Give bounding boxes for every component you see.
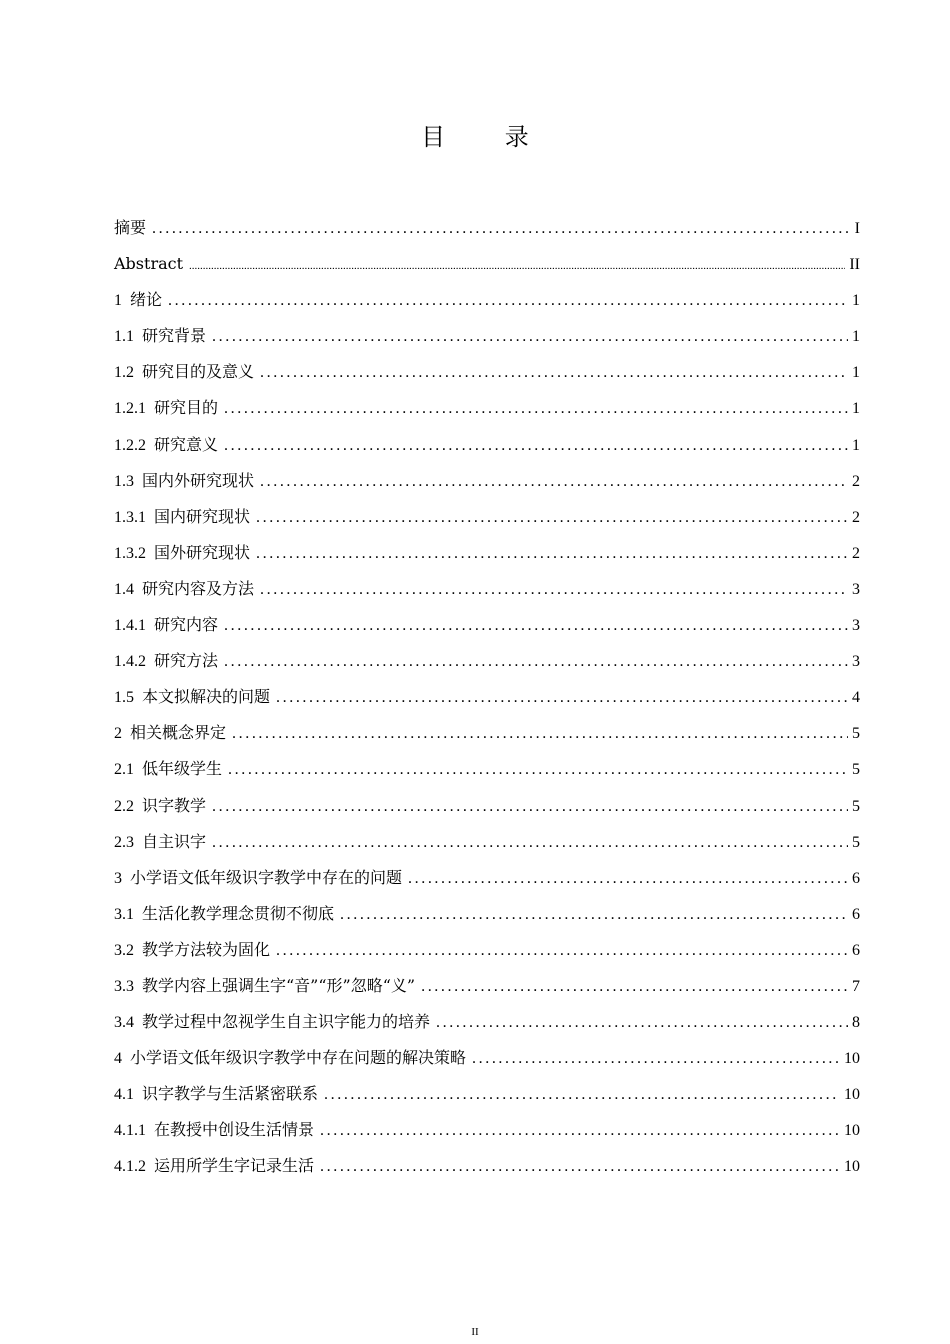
toc-dot-leader: [212, 319, 848, 355]
toc-entry-page: 4: [852, 689, 860, 707]
table-of-contents: [114, 210, 860, 1185]
toc-entry-page: 5: [852, 833, 860, 851]
toc-entry-number: 1.3: [114, 472, 134, 490]
toc-entry-title: 国内外研究现状: [142, 470, 255, 490]
toc-dot-leader: [224, 608, 848, 644]
toc-entry[interactable]: [114, 1004, 860, 1040]
toc-dot-leader: [320, 1113, 840, 1149]
toc-dot-leader: [320, 1149, 840, 1185]
toc-entry-page: I: [854, 220, 860, 237]
toc-entry-number: 1: [114, 292, 122, 310]
toc-dot-leader: [224, 428, 848, 464]
toc-entry-title: 研究目的及意义: [142, 362, 255, 382]
toc-entry-number: 1.4.2: [114, 653, 146, 671]
toc-dot-leader: [224, 644, 848, 680]
toc-entry-number: 1.2.2: [114, 436, 146, 454]
toc-entry-title: 教学方法较为固化: [142, 939, 271, 959]
toc-entry[interactable]: [114, 715, 860, 751]
toc-entry-page: 10: [844, 1050, 860, 1068]
toc-entry[interactable]: [114, 571, 860, 607]
toc-entry[interactable]: [114, 210, 860, 246]
toc-entry[interactable]: [114, 499, 860, 535]
toc-entry-title: 运用所学生字记录生活: [154, 1156, 315, 1176]
toc-entry-title: 研究背景: [142, 326, 207, 346]
toc-entry-page: 8: [852, 1014, 860, 1032]
toc-entry-title: 小学语文低年级识字教学中存在问题的解决策略: [130, 1048, 467, 1068]
toc-entry-title: 小学语文低年级识字教学中存在的问题: [130, 867, 403, 887]
toc-entry-number: 3.1: [114, 905, 134, 923]
toc-entry-number: 3: [114, 869, 122, 887]
toc-dot-leader: [228, 752, 848, 788]
toc-entry[interactable]: [114, 282, 860, 318]
toc-entry[interactable]: [114, 354, 860, 390]
toc-entry[interactable]: [114, 968, 860, 1004]
toc-entry-page: 1: [852, 400, 860, 418]
toc-entry[interactable]: [114, 1076, 860, 1112]
toc-dot-leader: [340, 897, 848, 933]
toc-dot-leader: [421, 969, 848, 1005]
toc-entry[interactable]: [114, 390, 860, 426]
toc-entry-title: 研究内容及方法: [142, 578, 255, 598]
toc-entry-number: 4: [114, 1050, 122, 1068]
toc-entry-number: 3.4: [114, 1014, 134, 1032]
toc-entry-page: 5: [852, 725, 860, 743]
toc-entry-title: 低年级学生: [142, 759, 223, 779]
toc-dot-leader: [408, 861, 848, 897]
toc-entry-title: 识字教学: [142, 795, 207, 815]
toc-entry-number: 4.1.1: [114, 1122, 146, 1140]
toc-entry-title: 研究方法: [154, 651, 219, 671]
toc-entry-title: 本文拟解决的问题: [142, 687, 271, 707]
page-number-footer: II: [471, 1326, 479, 1338]
toc-entry-number: 1.3.2: [114, 544, 146, 562]
toc-entry-number: 1.4.1: [114, 617, 146, 635]
toc-entry-page: 10: [844, 1086, 860, 1104]
toc-entry[interactable]: [114, 1148, 860, 1184]
toc-entry-title: 研究目的: [154, 398, 219, 418]
toc-entry-page: 2: [852, 472, 860, 490]
toc-dot-leader: [260, 464, 848, 500]
toc-entry-title: 生活化教学理念贯彻不彻底: [142, 903, 335, 923]
toc-entry[interactable]: [114, 318, 860, 354]
toc-entry-page: 3: [852, 653, 860, 671]
toc-dot-leader: [232, 716, 848, 752]
toc-entry-title: 摘要: [114, 218, 147, 237]
toc-entry-page: 1: [852, 364, 860, 382]
toc-entry-title: 识字教学与生活紧密联系: [142, 1084, 319, 1104]
toc-entry-title: Abstract: [114, 254, 184, 274]
toc-entry[interactable]: [114, 427, 860, 463]
toc-entry-number: 1.2.1: [114, 400, 146, 418]
toc-entry-title: 研究意义: [154, 434, 219, 454]
toc-entry-title: 教学内容上强调生字“音”“形”忽略“义”: [142, 975, 416, 995]
toc-entry-title: 国外研究现状: [154, 542, 251, 562]
toc-entry-number: 2.2: [114, 797, 134, 815]
toc-dot-leader: [276, 680, 848, 716]
toc-dot-leader: [436, 1005, 848, 1041]
toc-entry[interactable]: [114, 679, 860, 715]
toc-entry-title: 自主识字: [142, 831, 207, 851]
toc-entry-number: 1.1: [114, 328, 134, 346]
toc-entry-page: 7: [852, 977, 860, 995]
toc-entry[interactable]: [114, 860, 860, 896]
toc-entry-page: 6: [852, 941, 860, 959]
toc-entry[interactable]: [114, 535, 860, 571]
toc-entry[interactable]: [114, 932, 860, 968]
toc-entry-title: 绪论: [130, 290, 163, 310]
toc-entry-number: 1.5: [114, 689, 134, 707]
toc-entry-number: 3.2: [114, 941, 134, 959]
toc-entry-number: 2.3: [114, 833, 134, 851]
toc-entry-page: 1: [852, 292, 860, 310]
toc-dot-leader: [224, 391, 848, 427]
toc-entry[interactable]: [114, 1112, 860, 1148]
toc-entry-page: 3: [852, 617, 860, 635]
toc-entry-number: 1.2: [114, 364, 134, 382]
toc-entry[interactable]: [114, 896, 860, 932]
toc-dot-leader: [152, 211, 851, 247]
toc-entry[interactable]: [114, 788, 860, 824]
toc-entry-number: 4.1: [114, 1086, 134, 1104]
toc-dot-leader: [212, 789, 848, 825]
toc-dot-leader: [472, 1041, 840, 1077]
toc-entry-title: 在教授中创设生活情景: [154, 1120, 315, 1140]
toc-entry[interactable]: [114, 246, 860, 282]
toc-entry[interactable]: [114, 463, 860, 499]
toc-dot-leader: [189, 248, 845, 284]
toc-entry-page: 10: [844, 1122, 860, 1140]
toc-dot-leader: [260, 572, 848, 608]
toc-entry-number: 4.1.2: [114, 1158, 146, 1176]
toc-dot-leader: [256, 500, 848, 536]
toc-dot-leader: [276, 933, 848, 969]
toc-entry-page: 6: [852, 905, 860, 923]
toc-entry-page: 5: [852, 761, 860, 779]
toc-entry-page: 2: [852, 544, 860, 562]
toc-entry[interactable]: [114, 643, 860, 679]
toc-dot-leader: [212, 825, 848, 861]
toc-entry-title: 相关概念界定: [130, 723, 227, 743]
toc-entry-number: 3.3: [114, 977, 134, 995]
toc-dot-leader: [256, 536, 848, 572]
toc-entry-page: 3: [852, 580, 860, 598]
toc-entry[interactable]: [114, 751, 860, 787]
toc-entry[interactable]: [114, 1040, 860, 1076]
toc-entry-title: 教学过程中忽视学生自主识字能力的培养: [142, 1012, 431, 1032]
page-title: 目 录: [421, 123, 555, 151]
toc-entry-page: 6: [852, 869, 860, 887]
toc-entry-number: 2.1: [114, 761, 134, 779]
toc-entry[interactable]: [114, 607, 860, 643]
toc-dot-leader: [260, 355, 848, 391]
toc-dot-leader: [168, 283, 848, 319]
toc-entry-number: 2: [114, 725, 122, 743]
toc-entry-page: 1: [852, 328, 860, 346]
toc-dot-leader: [324, 1077, 840, 1113]
toc-entry-title: 研究内容: [154, 615, 219, 635]
toc-entry-page: 10: [844, 1158, 860, 1176]
toc-entry[interactable]: [114, 824, 860, 860]
toc-entry-page: 1: [852, 436, 860, 454]
toc-entry-page: 2: [852, 508, 860, 526]
toc-entry-page: 5: [852, 797, 860, 815]
toc-entry-number: 1.4: [114, 580, 134, 598]
toc-entry-title: 国内研究现状: [154, 506, 251, 526]
toc-entry-page: II: [849, 256, 860, 274]
toc-entry-number: 1.3.1: [114, 508, 146, 526]
